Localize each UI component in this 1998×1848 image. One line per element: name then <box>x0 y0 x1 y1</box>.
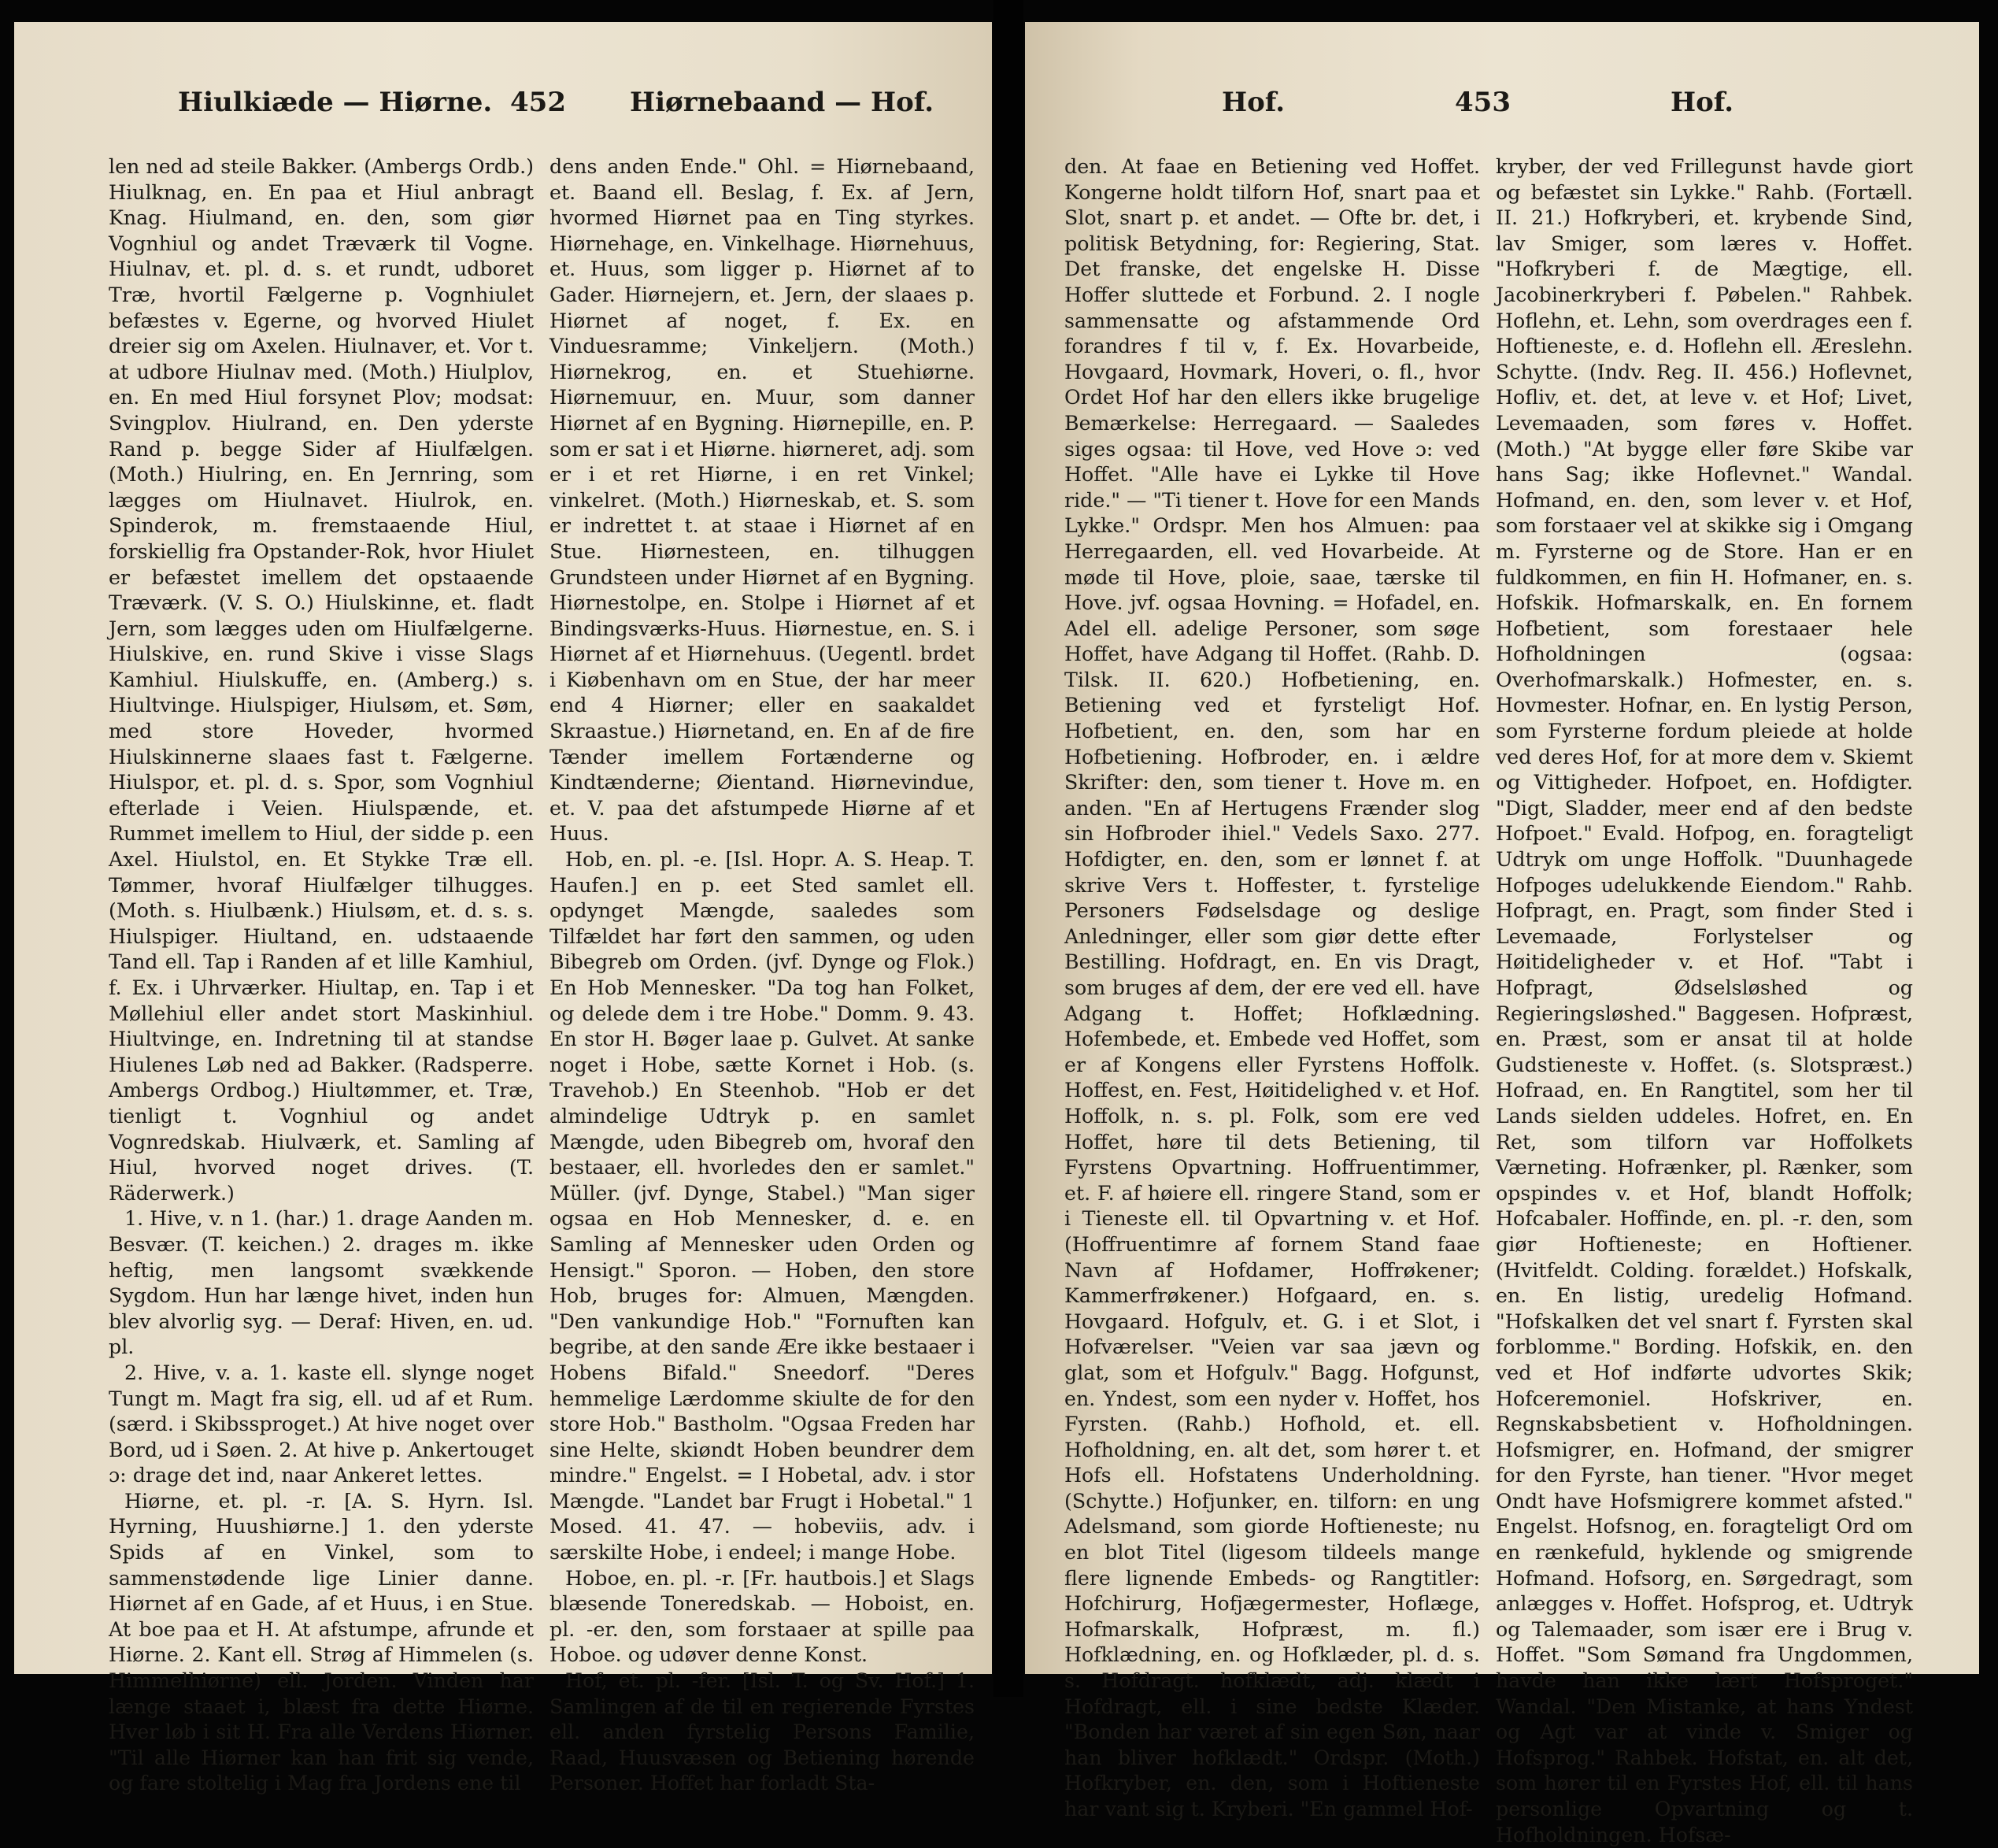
entry-paragraph: den. At faae en Betiening ved Hoffet. Kongerne holdt tilforn Hof, snart paa et Slot, snart p. et andet. — Ofte br. det, i politisk Betydning, for: Regiering, Stat. Det franske, det engelske H. Disse Hoffer sluttede et Forbund. 2. I nogle sammensatte og afstammende Ord forandres f til v, f. Ex. Hovarbeide, Hovgaard, Hovmark, Hoveri, o. fl., hvor Ordet Hof har den ellers ikke brugelige Bemærkelse: Herregaard. — Saaledes siges ogsaa: til Hove, ved Hove ɔ: ved Hoffet. "Alle have ei Lykke til Hove ride." — "Ti tiener t. Hove for een Mands Lykke." Ordspr. Men hos Almuen: paa Herregaarden, ell. ved Hovarbeide. At møde til Hove, ploie, saae, tærske til Hove. jvf. ogsaa Hovning. = Hofadel, en. Adel ell. adelige Personer, som søge Hoffet, have Adgang til Hoffet. (Rahb. D. Tilsk. II. 620.) Hofbetiening, en. Betiening ved et fyrsteligt Hof. Hofbetient, en. den, som har en Hofbetiening. Hofbroder, en. i ældre Skrifter: den, som tiener t. Hove m. en anden. "En af Hertugens Frænder slog sin Hofbroder ihiel." Vedels Saxo. 277. Hofdigter, en. den, som er lønnet f. at skrive Vers t. Hoffester, t. fyrstelige Personers Fødselsdage og deslige Anledninger, eller som giør dette efter Bestilling. Hofdragt, en. En vis Dragt, som bruges af dem, der ere ved ell. have Adgang t. Hoffet; Hofklædning. Hofembede, et. Embede ved Hoffet, som er af Kongens eller Fyrstens Hoffolk. Hoffest, en. Fest, Høitidelighed v. et Hof. Hoffolk, n. s. pl. Folk, som ere ved Hoffet, høre til dets Betiening, til Fyrstens Opvartning. Hoffruentimmer, et. F. af høiere ell. ringere Stand, som er i Tieneste ell. til Opvartning v. et Hof. (Hoffruentimre af fornem Stand faae Navn af Hofdamer, Hoffrøkener; Kammerfrøkener.) Hofgaard, en. s. Hovgaard. Hofgulv, et. G. i et Slot, i Hofværelser. "Veien var saa jævn og glat, som et Hofgulv." Bagg. Hofgunst, en. Yndest, som een nyder v. Hoffet, hos Fyrsten. (Rahb.) Hofhold, et. ell. Hofholdning, en. alt det, som hører t. et Hofs ell. Hofstatens Underholdning. (Schytte.) Hofjunker, en. tilforn: en ung Adelsmand, som giorde Hoftieneste; nu en blot Titel (ligesom tildeels mange flere lignende Embeds- og Rangtitler: Hofchirurg, Hofjægermester, Hoflæge, Hofmarskalk, Hofpræst, m. fl.) Hofklædning, en. og Hofklæder, pl. d. s. s. Hofdragt. hofklædt, adj. klædt i Hofdragt, ell. i sine bedste Klæder. "Bonden har været af sin egen Søn, naar han bliver hofklædt." Ordspr. (Moth.) Hofkryber, en. den, som i Hoftieneste har vant sig t. Kryberi. "En gammel Hof- <box>1064 155 1480 1820</box>
head-right-guideword: Hiørnebaand — Hof. <box>630 87 934 118</box>
entry-paragraph: Hoboe, en. pl. -r. [Fr. hautbois.] et Slags blæsende Toneredskab. — Hoboist, en. pl. -er. den, som forstaaer at spille paa Hoboe. og udøver denne Konst. <box>549 1566 975 1667</box>
column-right-1 <box>1064 154 1480 1820</box>
entry-paragraph: Hof, et. pl. -fer. [Isl. T. og Sv. Hof.] 1. Samlingen af de til en regierende Fyrstes ell. anden fyrstelig Persons Familie, Raad, Huusvæsen og Betiening hørende Personer. Hoffet har forladt Sta- <box>549 1669 975 1795</box>
entry-paragraph: Hiørne, et. pl. -r. [A. S. Hyrn. Isl. Hyrning, Huushiørne.] 1. den yderste Spids af en Vinkel, som to sammenstødende lige Linier danne. Hiørnet af en Gade, af et Huus, i en Stue. At boe paa et H. At afstumpe, afrunde et Hiørne. 2. Kant ell. Strøg af Himmelen (s. Himmelhiørne) ell. Jorden. Vinden har længe staaet i, blæst fra dette Hiørne. Hver løb i sit H. Fra alle Verdens Hiørner. "Til alle Hiørner kan han frit sig vende, og fare stoltelig i Mag fra Jordens ene til <box>109 1489 534 1795</box>
book-spine <box>993 0 1023 1697</box>
column-left-1 <box>109 154 534 1795</box>
head-left-guideword: Hof. <box>1222 87 1286 118</box>
running-head-right <box>1025 87 1979 134</box>
right-page <box>1025 22 1979 1846</box>
entry-paragraph: len ned ad steile Bakker. (Ambergs Ordb.) Hiulknag, en. En paa et Hiul anbragt Knag. Hiulmand, en. den, som giør Vognhiul og andet Træværk til Vogne. Hiulnav, et. pl. d. s. et rundt, udboret Træ, hvortil Fælgerne p. Vognhiulet befæstes v. Egerne, og hvorved Hiulet dreier sig om Axelen. Hiulnaver, et. Vor t. at udbore Hiulnav med. (Moth.) Hiulplov, en. En med Hiul forsynet Plov; modsat: Svingplov. Hiulrand, en. Den yderste Rand p. begge Sider af Hiulfælgen. (Moth.) Hiulring, en. En Jernring, som lægges om Hiulnavet. Hiulrok, en. Spinderok, m. fremstaaende Hiul, forskiellig fra Opstander-Rok, hvor Hiulet er befæstet imellem det opstaaende Træværk. (V. S. O.) Hiulskinne, et. fladt Jern, som lægges uden om Hiulfælgerne. Hiulskive, en. rund Skive i visse Slags Kamhiul. Hiulskuffe, en. (Amberg.) s. Hiultvinge. Hiulspiger, Hiulsøm, et. Søm, med store Hoveder, hvormed Hiulskinnerne slaaes fast t. Fælgerne. Hiulspor, et. pl. d. s. Spor, som Vognhiul efterlade i Veien. Hiulspænde, et. Rummet imellem to Hiul, der sidde p. een Axel. Hiulstol, en. Et Stykke Træ ell. Tømmer, hvoraf Hiulfælger tilhugges. (Moth. s. Hiulbænk.) Hiulsøm, et. d. s. s. Hiulspiger. Hiultand, en. udstaaende Tand ell. Tap i Randen af et lille Kamhiul, f. Ex. i Uhrværker. Hiultap, en. Tap i et Møllehiul eller andet stort Maskinhiul. Hiultvinge, en. Indretning til at standse Hiulenes Løb ned ad Bakker. (Radsperre. Ambergs Ordbog.) Hiultømmer, et. Træ, tienligt t. Vognhiul og andet Vognredskab. Hiulværk, et. Samling af Hiul, hvorved noget drives. (T. Räderwerk.) <box>109 155 534 1205</box>
entry-paragraph: dens anden Ende." Ohl. = Hiørnebaand, et. Baand ell. Beslag, f. Ex. af Jern, hvormed Hiørnet paa en Ting styrkes. Hiørnehage, en. Vinkelhage. Hiørnehuus, et. Huus, som ligger p. Hiørnet af to Gader. Hiørnejern, et. Jern, der slaaes p. Hiørnet af noget, f. Ex. en Vinduesramme; Vinkeljern. (Moth.) Hiørnekrog, en. et Stuehiørne. Hiørnemuur, en. Muur, som danner Hiørnet af en Bygning. Hiørnepille, en. P. som er sat i et Hiørne. hiørneret, adj. som er i et ret Hiørne, i en ret Vinkel; vinkelret. (Moth.) Hiørneskab, et. S. som er indrettet t. at staae i Hiørnet af en Stue. Hiørnesteen, en. tilhuggen Grundsteen under Hiørnet af en Bygning. Hiørnestolpe, en. Stolpe i Hiørnet af et Bindingsværks-Huus. Hiørnestue, en. S. i Hiørnet af et Hiørnehuus. (Uegentl. brdet i Kiøbenhavn om en Stue, der har meer end 4 Hiørner; eller en saakaldet Skraastue.) Hiørnetand, en. En af de fire Tænder imellem Fortænderne og Kindtænderne; Øientand. Hiørnevindue, et. V. paa det afstumpede Hiørne af et Huus. <box>549 155 975 846</box>
entry-paragraph: kryber, der ved Frillegunst havde giort og befæstet sin Lykke." Rahb. (Fortæll. II. 21.) Hofkryberi, et. krybende Sind, lav Smiger, som læres v. Hoffet. "Hofkryberi f. de Mægtige, ell. Jacobinerkryberi f. Pøbelen." Rahbek. Hoflehn, et. Lehn, som overdrages een f. Hoftieneste, e. d. Hoflehn ell. Æreslehn. Schytte. (Indv. Reg. II. 456.) Hoflevnet, Hofliv, et. det, at leve v. et Hof; Livet, Levemaaden, som føres v. Hoffet. (Moth.) "At bygge eller føre Skibe var hans Sag; ikke Hoflevnet." Wandal. Hofmand, en. den, som lever v. et Hof, som forstaaer vel at skikke sig i Omgang m. Fyrsterne og de Store. Han er en fuldkommen, en fiin H. Hofmaner, en. s. Hofskik. Hofmarskalk, en. En fornem Hofbetient, som forestaaer hele Hofholdningen (ogsaa: Overhofmarskalk.) Hofmester, en. s. Hovmester. Hofnar, en. En lystig Person, som Fyrsterne fordum pleiede at holde ved deres Hof, for at more dem v. Skiemt og Vittigheder. Hofpoet, en. Hofdigter. "Digt, Sladder, meer end af den bedste Hofpoet." Evald. Hofpog, en. foragteligt Udtryk om unge Hoffolk. "Duunhagede Hofpoges udelukkende Eiendom." Rahb. Hofpragt, en. Pragt, som finder Sted i Levemaade, Forlystelser og Høitideligheder v. et Hof. "Tabt i Hofpragt, Ødselsløshed og Regieringsløshed." Baggesen. Hofpræst, en. Præst, som er ansat til at holde Gudstieneste v. Hoffet. (s. Slotspræst.) Hofraad, en. En Rangtitel, som her til Lands sielden uddeles. Hofret, en. En Ret, som tilforn var Hoffolkets Værneting. Hofrænker, pl. Rænker, som opspindes v. et Hof, blandt Hoffolk; Hofcabaler. Hoffinde, en. pl. -r. den, som giør Hoftieneste; en Hoftiener. (Hvitfeldt. Colding. forældet.) Hofskalk, en. En listig, uredelig Hofmand. "Hofskalken det vel snart f. Fyrsten skal forblomme." Bording. Hofskik, en. den ved et Hof indførte udvortes Skik; Hofceremoniel. Hofskriver, en. Regnskabsbetient v. Hofholdningen. Hofsmigrer, en. Hofmand, der smigrer for den Fyrste, han tiener. "Hvor meget Ondt have Hofsmigrere kommet afsted." Engelst. Hofsnog, en. foragteligt Ord om en rænkefuld, hyklende og smigrende Hofmand. Hofsorg, en. Sørgedragt, som anlægges v. Hoffet. Hofsprog, et. Udtryk og Talemaader, som især ere i Brug v. Hoffet. "Som Sømand fra Ungdommen, havde han ikke lært Hofsproget." Wandal. "Den Mistanke, at hans Yndest og Agt var at vinde v. Smiger og Hofsprog." Rahbek. Hofstat, en. alt det, som hører til en Fyrstes Hof, ell. til hans personlige Opvartning og t. Hofholdningen. Hofsæ- <box>1496 155 1913 1846</box>
page-number: 453 <box>1455 87 1511 118</box>
column-left-2 <box>549 154 975 1795</box>
page-number: 452 <box>510 87 566 118</box>
head-left-guideword: Hiulkiæde — Hiørne. <box>178 87 493 118</box>
entry-paragraph: 1. Hive, v. n 1. (har.) 1. drage Aanden m. Besvær. (T. keichen.) 2. drages m. ikke heftig, men langsomt svækkende Sygdom. Hun har længe hivet, inden hun blev alvorlig syg. — Deraf: Hiven, en. ud. pl. <box>109 1207 534 1359</box>
entry-paragraph: 2. Hive, v. a. 1. kaste ell. slynge noget Tungt m. Magt fra sig, ell. ud af et Rum. (særd. i Skibssproget.) At hive noget over Bord, ud i Søen. 2. At hive p. Ankertouget ɔ: drage det ind, naar Ankeret lettes. <box>109 1361 534 1487</box>
head-right-guideword: Hof. <box>1671 87 1734 118</box>
column-right-2 <box>1496 154 1913 1846</box>
entry-paragraph: Hob, en. pl. -e. [Isl. Hopr. A. S. Heap. T. Haufen.] en p. eet Sted samlet ell. opdynget Mængde, saaledes som Tilfældet har ført den sammen, og uden Bibegreb om Orden. (jvf. Dynge og Flok.) En Hob Mennesker. "Da tog han Folket, og delede dem i tre Hobe." Domm. 9. 43. En stor H. Bøger laae p. Gulvet. At sanke noget i Hobe, sætte Kornet i Hob. (s. Travehob.) En Steenhob. "Hob er det almindelige Udtryk p. en samlet Mængde, uden Bibegreb om, hvoraf den bestaaer, ell. hvorledes den er samlet." Müller. (jvf. Dynge, Stabel.) "Man siger ogsaa en Hob Mennesker, d. e. en Samling af Mennesker uden Orden og Hensigt." Sporon. — Hoben, den store Hob, bruges for: Almuen, Mængden. "Den vankundige Hob." "Fornuften kan begribe, at den sande Ære ikke bestaaer i Hobens Bifald." Sneedorf. "Deres hemmelige Lærdomme skiulte de for den store Hob." Bastholm. "Ogsaa Freden har sine Helte, skiøndt Hoben beundrer dem mindre." Engelst. = I Hobetal, adv. i stor Mængde. "Landet bar Frugt i Hobetal." 1 Mosed. 41. 47. — hobeviis, adv. i særskilte Hobe, i endeel; i mange Hobe. <box>549 848 975 1565</box>
running-head-left <box>14 87 992 134</box>
left-page <box>14 22 992 1795</box>
